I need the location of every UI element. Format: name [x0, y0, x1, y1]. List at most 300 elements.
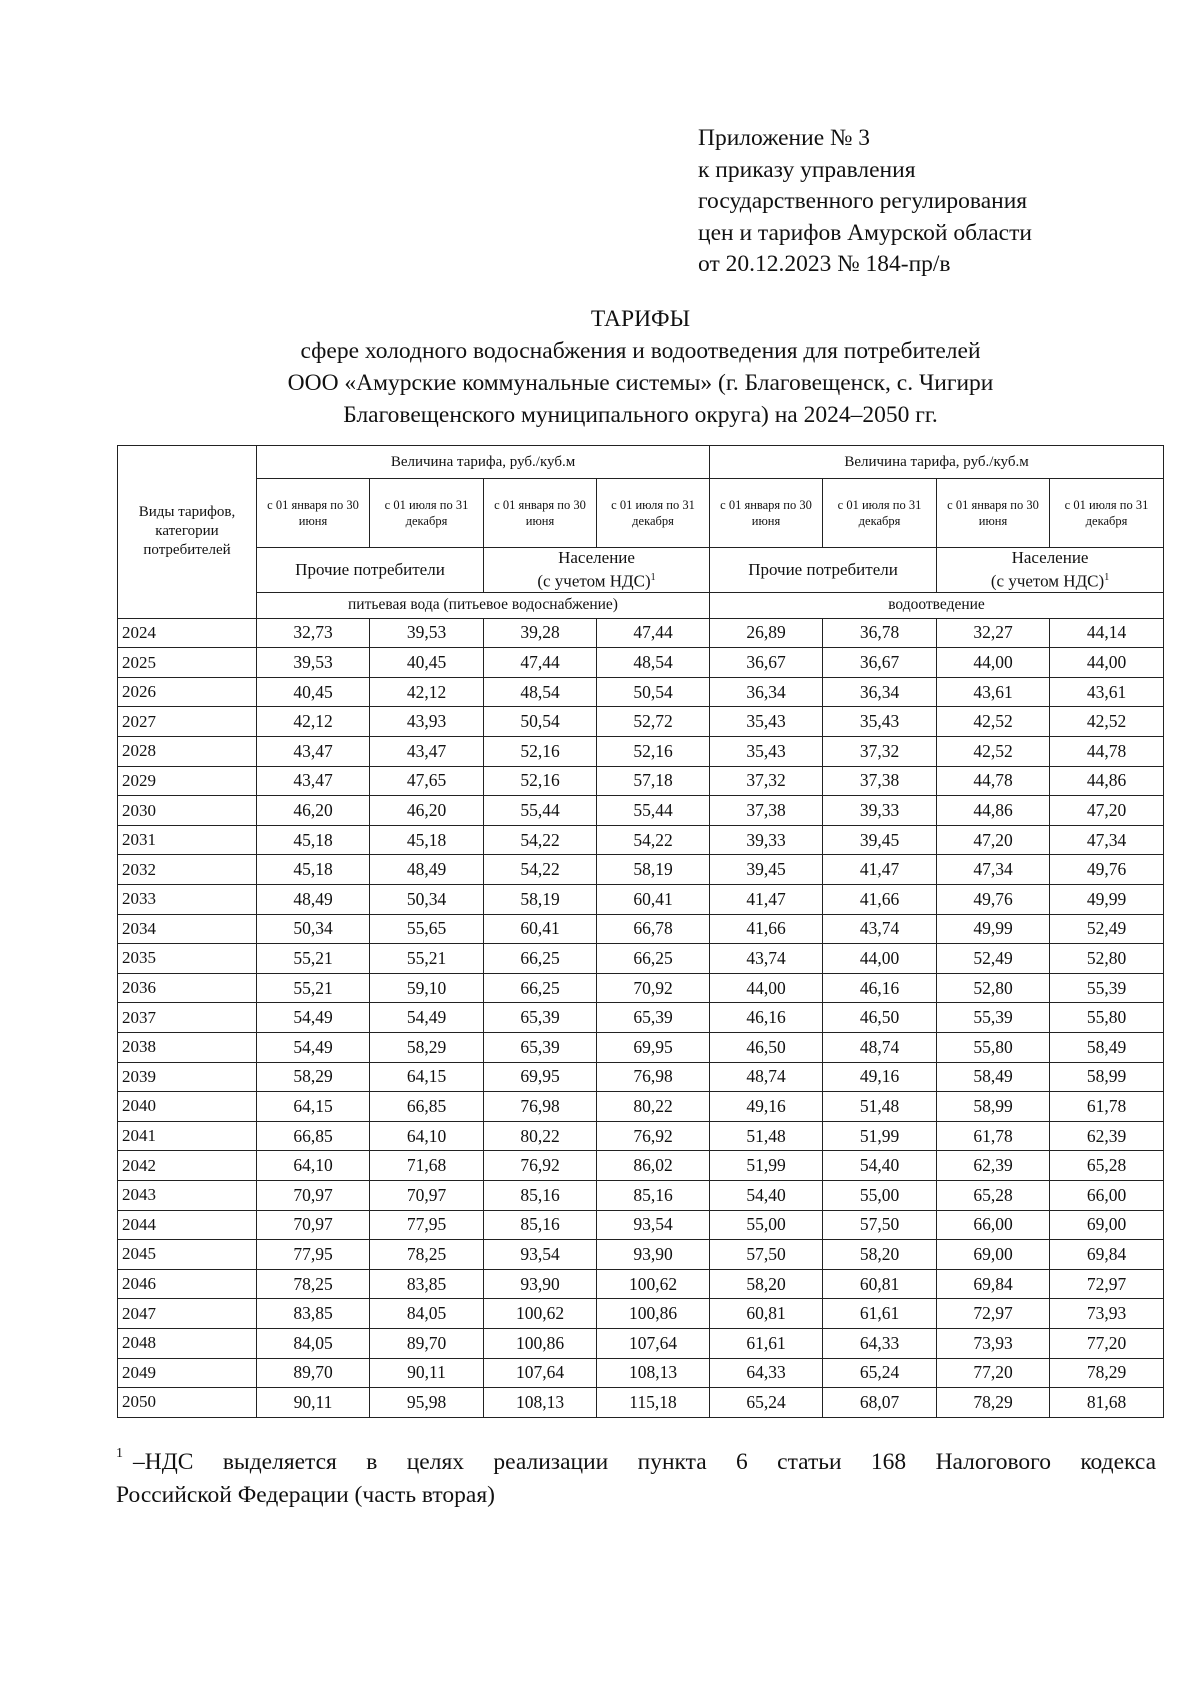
tariff-value-cell: 42,52	[937, 737, 1050, 767]
tariff-value-cell: 51,99	[823, 1121, 937, 1151]
tariff-value-cell: 54,49	[370, 1003, 484, 1033]
tariff-value-cell: 93,90	[597, 1240, 710, 1270]
tariff-value-cell: 40,45	[257, 677, 370, 707]
year-cell: 2038	[118, 1032, 257, 1062]
table-row	[118, 1032, 1164, 1062]
tariff-value-cell: 61,61	[710, 1328, 823, 1358]
tariff-value-cell: 100,62	[484, 1299, 597, 1329]
population-vat-label: (с учетом НДС)	[537, 571, 651, 591]
tariff-value-cell: 85,16	[484, 1210, 597, 1240]
tariff-value-cell: 115,18	[597, 1388, 710, 1418]
tariff-value-cell: 55,00	[710, 1210, 823, 1240]
year-cell: 2042	[118, 1151, 257, 1181]
document-title	[118, 303, 1163, 431]
tariff-value-cell: 44,86	[937, 796, 1050, 826]
tariff-value-cell: 45,18	[257, 855, 370, 885]
tariff-value-cell: 50,54	[597, 677, 710, 707]
tariff-value-cell: 44,78	[937, 766, 1050, 796]
period-header: с 01 июля по 31 декабря	[1050, 479, 1164, 548]
tariff-value-cell: 61,61	[823, 1299, 937, 1329]
year-cell: 2040	[118, 1092, 257, 1122]
footnote-ref: 1	[650, 572, 656, 583]
tariff-value-cell: 42,12	[370, 677, 484, 707]
tariff-value-cell: 47,34	[1050, 825, 1164, 855]
table-row	[118, 914, 1164, 944]
year-cell: 2041	[118, 1121, 257, 1151]
tariff-value-cell: 47,44	[484, 648, 597, 678]
title-line: ООО «Амурские коммунальные системы» (г. Благовещенск, с. Чигири	[287, 370, 994, 396]
tariff-table-body	[118, 618, 1164, 1417]
tariff-value-cell: 52,16	[484, 766, 597, 796]
title-line: сфере холодного водоснабжения и водоотведения для потребителей	[300, 338, 981, 364]
tariff-value-cell: 54,40	[823, 1151, 937, 1181]
tariff-value-cell: 39,53	[370, 618, 484, 648]
population-label: Население	[1011, 548, 1089, 567]
title-line: Благовещенского муниципального округа) на 2024–2050 гг.	[343, 402, 938, 428]
tariff-value-cell: 65,28	[1050, 1151, 1164, 1181]
tariff-value-cell: 78,29	[937, 1388, 1050, 1418]
tariff-value-cell: 46,50	[710, 1032, 823, 1062]
year-cell: 2033	[118, 885, 257, 915]
tariff-value-cell: 76,98	[484, 1092, 597, 1122]
tariff-value-cell: 43,61	[937, 677, 1050, 707]
tariff-value-cell: 47,20	[937, 825, 1050, 855]
tariff-value-cell: 68,07	[823, 1388, 937, 1418]
tariff-value-cell: 78,25	[370, 1240, 484, 1270]
year-cell: 2025	[118, 648, 257, 678]
footnote-line-2: Российской Федерации (часть вторая)	[116, 1482, 495, 1508]
tariff-value-cell: 65,28	[937, 1180, 1050, 1210]
tariff-value-cell: 61,78	[1050, 1092, 1164, 1122]
appendix-line: цен и тарифов Амурской области	[698, 219, 1032, 246]
tariff-value-cell: 49,76	[937, 885, 1050, 915]
year-cell: 2044	[118, 1210, 257, 1240]
year-cell: 2032	[118, 855, 257, 885]
period-header: с 01 июля по 31 декабря	[597, 479, 710, 548]
tariff-value-cell: 66,25	[484, 944, 597, 974]
tariff-value-cell: 43,74	[710, 944, 823, 974]
tariff-value-cell: 55,44	[597, 796, 710, 826]
tariff-value-cell: 44,86	[1050, 766, 1164, 796]
tariff-value-cell: 55,21	[370, 944, 484, 974]
tariff-value-cell: 58,99	[937, 1092, 1050, 1122]
tariff-value-cell: 50,34	[370, 885, 484, 915]
tariff-value-cell: 86,02	[597, 1151, 710, 1181]
table-row	[118, 707, 1164, 737]
tariff-value-cell: 84,05	[370, 1299, 484, 1329]
table-row	[118, 973, 1164, 1003]
tariff-value-cell: 36,34	[823, 677, 937, 707]
other-consumers-header: Прочие потребители	[710, 548, 937, 593]
tariff-value-cell: 47,20	[1050, 796, 1164, 826]
year-cell: 2027	[118, 707, 257, 737]
tariff-value-cell: 80,22	[597, 1092, 710, 1122]
table-row	[118, 1328, 1164, 1358]
tariff-value-cell: 42,52	[1050, 707, 1164, 737]
service-water-header: питьевая вода (питьевое водоснабжение)	[257, 592, 710, 618]
tariff-value-cell: 76,98	[597, 1062, 710, 1092]
tariff-value-cell: 49,76	[1050, 855, 1164, 885]
tariff-value-cell: 62,39	[1050, 1121, 1164, 1151]
tariff-value-cell: 52,49	[937, 944, 1050, 974]
tariff-value-cell: 43,74	[823, 914, 937, 944]
year-cell: 2026	[118, 677, 257, 707]
tariff-value-cell: 49,16	[710, 1092, 823, 1122]
tariff-value-cell: 93,54	[484, 1240, 597, 1270]
tariff-value-cell: 77,20	[1050, 1328, 1164, 1358]
tariff-value-cell: 81,68	[1050, 1388, 1164, 1418]
table-row	[118, 1210, 1164, 1240]
population-label: Население	[558, 548, 635, 567]
tariff-value-cell: 51,99	[710, 1151, 823, 1181]
tariff-value-cell: 48,74	[710, 1062, 823, 1092]
tariff-value-cell: 61,78	[937, 1121, 1050, 1151]
tariff-value-cell: 100,86	[484, 1328, 597, 1358]
tariff-value-cell: 84,05	[257, 1328, 370, 1358]
tariff-value-cell: 69,84	[937, 1269, 1050, 1299]
year-cell: 2050	[118, 1388, 257, 1418]
tariff-value-cell: 65,39	[484, 1003, 597, 1033]
tariff-value-cell: 57,50	[823, 1210, 937, 1240]
tariff-value-cell: 58,49	[1050, 1032, 1164, 1062]
tariff-value-cell: 48,54	[484, 677, 597, 707]
tariff-value-cell: 57,50	[710, 1240, 823, 1270]
tariff-value-cell: 36,67	[823, 648, 937, 678]
tariff-value-cell: 50,34	[257, 914, 370, 944]
tariff-value-cell: 66,78	[597, 914, 710, 944]
tariff-value-cell: 60,81	[823, 1269, 937, 1299]
tariff-value-cell: 66,85	[257, 1121, 370, 1151]
tariff-value-cell: 77,95	[257, 1240, 370, 1270]
tariff-value-cell: 55,00	[823, 1180, 937, 1210]
appendix-block	[698, 123, 1032, 281]
tariff-value-cell: 37,38	[823, 766, 937, 796]
population-vat-label: (с учетом НДС)	[990, 571, 1105, 591]
tariff-value-cell: 44,14	[1050, 618, 1164, 648]
table-row	[118, 944, 1164, 974]
tariff-value-cell: 55,39	[937, 1003, 1050, 1033]
tariff-value-cell: 62,39	[937, 1151, 1050, 1181]
tariff-value-cell: 36,78	[823, 618, 937, 648]
footnote-line-1	[116, 1437, 1156, 1479]
tariff-value-cell: 37,32	[710, 766, 823, 796]
tariff-value-cell: 47,65	[370, 766, 484, 796]
tariff-value-cell: 45,18	[370, 825, 484, 855]
tariff-value-cell: 54,49	[257, 1032, 370, 1062]
table-row	[118, 1358, 1164, 1388]
tariff-value-cell: 39,45	[710, 855, 823, 885]
tariff-value-cell: 44,00	[823, 944, 937, 974]
tariff-value-cell: 36,67	[710, 648, 823, 678]
tariff-value-cell: 85,16	[484, 1180, 597, 1210]
tariff-value-cell: 47,34	[937, 855, 1050, 885]
tariff-value-cell: 42,12	[257, 707, 370, 737]
tariff-value-cell: 64,33	[823, 1328, 937, 1358]
tariff-value-cell: 54,22	[597, 825, 710, 855]
tariff-value-cell: 66,25	[597, 944, 710, 974]
tariff-value-cell: 64,33	[710, 1358, 823, 1388]
tariff-value-cell: 59,10	[370, 973, 484, 1003]
types-header: Виды тарифов, категории потребителей	[118, 446, 257, 619]
tariff-value-cell: 46,16	[823, 973, 937, 1003]
year-cell: 2048	[118, 1328, 257, 1358]
tariff-value-cell: 58,19	[597, 855, 710, 885]
year-cell: 2047	[118, 1299, 257, 1329]
tariff-value-cell: 66,00	[937, 1210, 1050, 1240]
tariff-value-cell: 64,10	[257, 1151, 370, 1181]
tariff-value-cell: 32,27	[937, 618, 1050, 648]
tariff-value-cell: 55,21	[257, 944, 370, 974]
tariff-value-cell: 48,74	[823, 1032, 937, 1062]
tariff-value-cell: 44,00	[937, 648, 1050, 678]
tariff-value-cell: 52,72	[597, 707, 710, 737]
tariff-value-cell: 52,49	[1050, 914, 1164, 944]
tariff-value-cell: 52,16	[484, 737, 597, 767]
tariff-value-cell: 108,13	[597, 1358, 710, 1388]
tariff-value-cell: 55,39	[1050, 973, 1164, 1003]
period-header: с 01 января по 30 июня	[710, 479, 823, 548]
tariff-value-cell: 57,18	[597, 766, 710, 796]
tariff-value-cell: 83,85	[257, 1299, 370, 1329]
tariff-value-cell: 52,80	[937, 973, 1050, 1003]
tariff-value-cell: 32,73	[257, 618, 370, 648]
tariff-value-cell: 54,22	[484, 825, 597, 855]
appendix-line: Приложение № 3	[698, 125, 871, 151]
footnote-mark: 1	[116, 1446, 123, 1461]
tariff-value-cell: 76,92	[484, 1151, 597, 1181]
tariff-value-cell: 78,29	[1050, 1358, 1164, 1388]
tariff-value-cell: 107,64	[484, 1358, 597, 1388]
tariff-value-cell: 52,16	[597, 737, 710, 767]
appendix-line: государственного регулирования	[698, 188, 1028, 214]
table-row	[118, 885, 1164, 915]
footnote-ref: 1	[1104, 572, 1110, 583]
tariff-value-cell: 71,68	[370, 1151, 484, 1181]
tariff-value-cell: 55,65	[370, 914, 484, 944]
tariff-value-cell: 65,24	[710, 1388, 823, 1418]
tariff-value-cell: 43,47	[257, 737, 370, 767]
tariff-value-cell: 72,97	[1050, 1269, 1164, 1299]
tariff-value-cell: 100,86	[597, 1299, 710, 1329]
table-row	[118, 766, 1164, 796]
tariff-value-cell: 54,40	[710, 1180, 823, 1210]
tariff-value-cell: 69,00	[937, 1240, 1050, 1270]
tariff-value-cell: 85,16	[597, 1180, 710, 1210]
tariff-value-cell: 39,45	[823, 825, 937, 855]
tariff-value-cell: 72,97	[937, 1299, 1050, 1329]
tariff-value-cell: 54,49	[257, 1003, 370, 1033]
tariff-value-cell: 58,29	[257, 1062, 370, 1092]
tariff-value-cell: 69,95	[484, 1062, 597, 1092]
tariff-value-cell: 51,48	[710, 1121, 823, 1151]
table-row	[118, 1240, 1164, 1270]
tariff-value-header: Величина тарифа, руб./куб.м	[710, 446, 1164, 479]
population-header	[484, 548, 710, 593]
year-cell: 2045	[118, 1240, 257, 1270]
tariff-value-cell: 35,43	[710, 737, 823, 767]
tariff-value-cell: 44,78	[1050, 737, 1164, 767]
tariff-value-cell: 78,25	[257, 1269, 370, 1299]
tariff-value-cell: 90,11	[257, 1388, 370, 1418]
tariff-value-cell: 77,20	[937, 1358, 1050, 1388]
tariff-value-cell: 66,85	[370, 1092, 484, 1122]
tariff-value-cell: 69,00	[1050, 1210, 1164, 1240]
tariff-value-cell: 69,84	[1050, 1240, 1164, 1270]
table-row	[118, 855, 1164, 885]
table-row	[118, 1151, 1164, 1181]
tariff-value-cell: 44,00	[710, 973, 823, 1003]
year-cell: 2029	[118, 766, 257, 796]
year-cell: 2024	[118, 618, 257, 648]
year-cell: 2034	[118, 914, 257, 944]
tariff-value-cell: 60,41	[597, 885, 710, 915]
tariff-value-cell: 41,47	[823, 855, 937, 885]
tariff-value-cell: 51,48	[823, 1092, 937, 1122]
table-row	[118, 1299, 1164, 1329]
tariff-value-cell: 70,97	[257, 1210, 370, 1240]
tariff-value-cell: 80,22	[484, 1121, 597, 1151]
tariff-value-cell: 66,00	[1050, 1180, 1164, 1210]
tariff-value-cell: 58,20	[710, 1269, 823, 1299]
tariff-value-cell: 58,99	[1050, 1062, 1164, 1092]
table-row	[118, 1269, 1164, 1299]
table-row	[118, 825, 1164, 855]
year-cell: 2036	[118, 973, 257, 1003]
year-cell: 2046	[118, 1269, 257, 1299]
tariff-value-cell: 41,66	[710, 914, 823, 944]
tariff-value-cell: 40,45	[370, 648, 484, 678]
tariff-value-cell: 89,70	[257, 1358, 370, 1388]
appendix-line: к приказу управления	[698, 156, 916, 183]
table-row	[118, 796, 1164, 826]
year-cell: 2031	[118, 825, 257, 855]
tariff-value-cell: 58,20	[823, 1240, 937, 1270]
table-row	[118, 1003, 1164, 1033]
tariff-value-cell: 49,99	[937, 914, 1050, 944]
tariff-table	[117, 445, 1164, 1418]
other-consumers-header: Прочие потребители	[257, 548, 484, 593]
tariff-value-cell: 64,10	[370, 1121, 484, 1151]
tariff-value-cell: 48,54	[597, 648, 710, 678]
tariff-value-cell: 46,16	[710, 1003, 823, 1033]
tariff-value-cell: 43,47	[257, 766, 370, 796]
tariff-value-cell: 65,39	[597, 1003, 710, 1033]
tariff-value-cell: 37,32	[823, 737, 937, 767]
tariff-value-cell: 54,22	[484, 855, 597, 885]
tariff-value-cell: 39,33	[710, 825, 823, 855]
tariff-value-cell: 46,50	[823, 1003, 937, 1033]
tariff-value-cell: 89,70	[370, 1328, 484, 1358]
year-cell: 2035	[118, 944, 257, 974]
tariff-value-cell: 35,43	[823, 707, 937, 737]
year-cell: 2049	[118, 1358, 257, 1388]
table-row	[118, 1180, 1164, 1210]
tariff-value-cell: 41,47	[710, 885, 823, 915]
tariff-value-cell: 55,44	[484, 796, 597, 826]
tariff-value-cell: 37,38	[710, 796, 823, 826]
table-row	[118, 618, 1164, 648]
period-header: с 01 января по 30 июня	[484, 479, 597, 548]
year-cell: 2043	[118, 1180, 257, 1210]
tariff-value-cell: 69,95	[597, 1032, 710, 1062]
tariff-value-cell: 70,97	[257, 1180, 370, 1210]
tariff-value-cell: 60,81	[710, 1299, 823, 1329]
table-row	[118, 737, 1164, 767]
tariff-value-cell: 52,80	[1050, 944, 1164, 974]
tariff-value-cell: 108,13	[484, 1388, 597, 1418]
tariff-value-cell: 45,18	[257, 825, 370, 855]
period-header: с 01 января по 30 июня	[257, 479, 370, 548]
tariff-value-cell: 46,20	[370, 796, 484, 826]
tariff-value-cell: 39,53	[257, 648, 370, 678]
tariff-value-cell: 42,52	[937, 707, 1050, 737]
tariff-value-cell: 64,15	[257, 1092, 370, 1122]
tariff-value-cell: 39,33	[823, 796, 937, 826]
tariff-value-cell: 66,25	[484, 973, 597, 1003]
tariff-value-cell: 60,41	[484, 914, 597, 944]
tariff-value-cell: 64,15	[370, 1062, 484, 1092]
table-row	[118, 1388, 1164, 1418]
tariff-value-cell: 65,24	[823, 1358, 937, 1388]
tariff-value-cell: 70,97	[370, 1180, 484, 1210]
tariff-value-cell: 46,20	[257, 796, 370, 826]
tariff-value-cell: 65,39	[484, 1032, 597, 1062]
tariff-value-cell: 44,00	[1050, 648, 1164, 678]
tariff-value-cell: 39,28	[484, 618, 597, 648]
tariff-value-cell: 93,54	[597, 1210, 710, 1240]
tariff-value-cell: 43,61	[1050, 677, 1164, 707]
year-cell: 2030	[118, 796, 257, 826]
year-cell: 2028	[118, 737, 257, 767]
footnote-text: –НДС выделяется в целях реализации пункта 6 статьи 168 Налогового кодекса	[133, 1449, 1156, 1475]
population-header	[937, 548, 1164, 593]
tariff-value-cell: 41,66	[823, 885, 937, 915]
tariff-value-cell: 48,49	[257, 885, 370, 915]
tariff-value-cell: 26,89	[710, 618, 823, 648]
period-header: с 01 января по 30 июня	[937, 479, 1050, 548]
tariff-value-cell: 48,49	[370, 855, 484, 885]
tariff-value-cell: 95,98	[370, 1388, 484, 1418]
tariff-value-header: Величина тарифа, руб./куб.м	[257, 446, 710, 479]
tariff-value-cell: 83,85	[370, 1269, 484, 1299]
tariff-value-cell: 49,99	[1050, 885, 1164, 915]
tariff-value-cell: 55,21	[257, 973, 370, 1003]
tariff-value-cell: 70,92	[597, 973, 710, 1003]
year-cell: 2039	[118, 1062, 257, 1092]
period-header: с 01 июля по 31 декабря	[823, 479, 937, 548]
year-cell: 2037	[118, 1003, 257, 1033]
tariff-value-cell: 43,47	[370, 737, 484, 767]
table-row	[118, 677, 1164, 707]
tariff-value-cell: 77,95	[370, 1210, 484, 1240]
footnote	[116, 1437, 1156, 1512]
tariff-value-cell: 58,19	[484, 885, 597, 915]
title-heading: ТАРИФЫ	[590, 306, 691, 332]
tariff-value-cell: 58,29	[370, 1032, 484, 1062]
tariff-value-cell: 73,93	[1050, 1299, 1164, 1329]
tariff-value-cell: 100,62	[597, 1269, 710, 1299]
tariff-value-cell: 43,93	[370, 707, 484, 737]
tariff-value-cell: 55,80	[937, 1032, 1050, 1062]
tariff-value-cell: 49,16	[823, 1062, 937, 1092]
tariff-value-cell: 55,80	[1050, 1003, 1164, 1033]
service-sewer-header: водоотведение	[710, 592, 1164, 618]
tariff-value-cell: 50,54	[484, 707, 597, 737]
tariff-value-cell: 76,92	[597, 1121, 710, 1151]
tariff-value-cell: 47,44	[597, 618, 710, 648]
tariff-value-cell: 90,11	[370, 1358, 484, 1388]
tariff-value-cell: 93,90	[484, 1269, 597, 1299]
